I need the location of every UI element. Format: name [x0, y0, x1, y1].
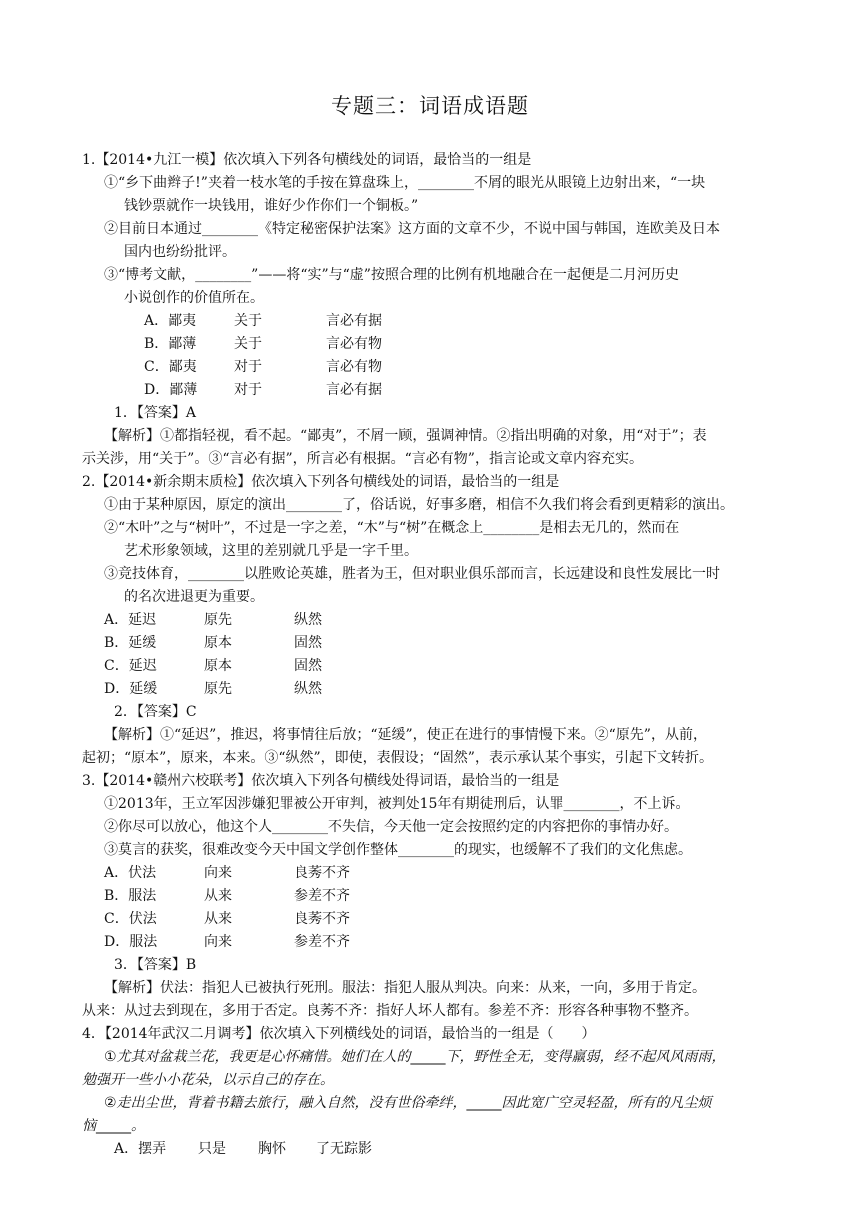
q4-sentence-2b: 恼_____。 — [82, 1118, 145, 1134]
q1-sentence-2b: 国内也纷纷批评。 — [124, 244, 236, 260]
option-word: A．摆弄 — [114, 1141, 167, 1157]
option-word: C．延迟 — [104, 658, 157, 674]
option-word: 关于 — [234, 313, 262, 329]
option-word: 从来 — [204, 911, 232, 927]
option-word: 原先 — [204, 612, 232, 628]
option-word: 良莠不齐 — [294, 911, 350, 927]
option-word: 固然 — [294, 658, 322, 674]
option-word: 对于 — [234, 382, 262, 398]
q2-sentence-3b: 的名次进退更为重要。 — [124, 589, 264, 605]
option-word: 关于 — [234, 336, 262, 352]
page-title: 专题三：词语成语题 — [331, 94, 529, 118]
q3-explanation-1: 【解析】伏法：指犯人已被执行死刑。服法：指犯人服从判决。向来：从来，一向，多用于肯定。 — [104, 980, 706, 996]
option-word: 参差不齐 — [294, 888, 350, 904]
q2-sentence-1: ①由于某种原因，原定的演出________了，俗话说，好事多磨，相信不久我们将会看到更精彩的演出。 — [104, 497, 734, 513]
option-word: 言必有据 — [326, 313, 382, 329]
option-word: 纵然 — [294, 612, 322, 628]
q1-sentence-2a: ②目前日本通过________《特定秘密保护法案》这方面的文章不少，不说中国与韩国，连欧美及日本 — [104, 221, 720, 237]
q4-sentence-1a: ①尤其对盆栽兰花，我更是心怀痛惜。她们在人的_____下，野性全无，变得羸弱，经不起风风雨雨， — [104, 1049, 726, 1065]
q1-explanation-2: 示关涉，用“关于”。③“言必有据”，所言必有根据。“言必有物”，指言论或文章内容充实。 — [82, 451, 643, 467]
q2-sentence-2b: 艺术形象领域，这里的差别就几乎是一字千里。 — [124, 543, 418, 559]
q3-answer: 3．【答案】B — [114, 957, 197, 973]
q3-sentence-2: ②你尽可以放心，他这个人________不失信，今天他一定会按照约定的内容把你的事情办好。 — [104, 819, 678, 835]
option-word: B．鄙薄 — [144, 336, 197, 352]
q4-stem: 4．【2014年武汉二月调考】依次填入下列横线处的词语，最恰当的一组是（ ） — [82, 1026, 596, 1042]
q2-stem: 2.【2014•新余期末质检】依次填入下列各句横线处的词语，最恰当的一组是 — [82, 474, 560, 490]
q2-explanation-2: 起初；“原本”，原来，本来。③“纵然”，即使，表假设；“固然”，表示承认某个事实，引起下文转折。 — [82, 750, 713, 766]
option-word: 了无踪影 — [316, 1141, 372, 1157]
option-word: 向来 — [204, 934, 232, 950]
q1-answer: 1．【答案】A — [114, 405, 197, 421]
option-word: C．鄙夷 — [144, 359, 197, 375]
option-word: 纵然 — [294, 681, 322, 697]
option-word: D．服法 — [104, 934, 158, 950]
q1-sentence-1b: 钱钞票就作一块钱用，谁好少作你们一个铜板。” — [124, 198, 419, 214]
option-word: 参差不齐 — [294, 934, 350, 950]
option-word: 言必有物 — [326, 336, 382, 352]
q1-sentence-1a: ①“乡下曲辫子!”夹着一枝水笔的手按在算盘珠上，________不屑的眼光从眼镜上边射出来，“一块 — [104, 175, 706, 191]
option-word: 言必有物 — [326, 359, 382, 375]
q2-sentence-3a: ③竞技体育，________以胜败论英雄，胜者为王，但对职业俱乐部而言，长远建设和良性发展比一时 — [104, 566, 720, 582]
option-word: 原本 — [204, 635, 232, 651]
option-word: 言必有据 — [326, 382, 382, 398]
option-word: 胸怀 — [258, 1141, 286, 1157]
option-word: B．服法 — [104, 888, 157, 904]
q1-sentence-3b: 小说创作的价值所在。 — [124, 290, 264, 306]
option-word: B．延缓 — [104, 635, 157, 651]
option-word: D．鄙薄 — [144, 382, 198, 398]
q1-sentence-3a: ③“博考文献，________”——将“实”与“虚”按照合理的比例有机地融合在一起便是二月河历史 — [104, 267, 679, 283]
option-word: 向来 — [204, 865, 232, 881]
q4-sentence-2a: ②走出尘世，背着书籍去旅行，融入自然，没有世俗牵绊，_____因此宽广空灵轻盈，所有的凡尘烦 — [104, 1095, 712, 1111]
option-word: A．伏法 — [104, 865, 157, 881]
q1-explanation-1: 【解析】①都指轻视，看不起。“鄙夷”，不屑一顾，强调神情。②指出明确的对象，用“对于”；表 — [104, 428, 707, 444]
option-word: 固然 — [294, 635, 322, 651]
option-word: A．延迟 — [104, 612, 157, 628]
option-word: C．伏法 — [104, 911, 157, 927]
q4-sentence-1b: 勉强开一些小小花朵，以示自己的存在。 — [82, 1072, 334, 1088]
q3-stem: 3.【2014•赣州六校联考】依次填入下列各句横线处得词语，最恰当的一组是 — [82, 773, 560, 789]
q2-answer: 2．【答案】C — [114, 704, 197, 720]
option-word: D．延缓 — [104, 681, 158, 697]
q2-sentence-2a: ②“木叶”之与“树叶”，不过是一字之差，“木”与“树”在概念上________是相去无几的，然而在 — [104, 520, 680, 536]
q3-explanation-2: 从来：从过去到现在，多用于否定。良莠不齐：指好人坏人都有。参差不齐：形容各种事物不整齐。 — [82, 1003, 698, 1019]
option-word: 从来 — [204, 888, 232, 904]
option-word: A．鄙夷 — [144, 313, 197, 329]
option-word: 原先 — [204, 681, 232, 697]
option-word: 对于 — [234, 359, 262, 375]
q3-sentence-1: ①2013年，王立军因涉嫌犯罪被公开审判，被判处15年有期徒刑后，认罪________，不上诉。 — [104, 796, 690, 812]
option-word: 原本 — [204, 658, 232, 674]
option-word: 良莠不齐 — [294, 865, 350, 881]
option-word: 只是 — [198, 1141, 226, 1157]
q3-sentence-3: ③莫言的获奖，很难改变今天中国文学创作整体________的现实，也缓解不了我们的文化焦虑。 — [104, 842, 692, 858]
q2-explanation-1: 【解析】①“延迟”，推迟，将事情往后放；“延缓”，使正在进行的事情慢下来。②“原先”，从前， — [104, 727, 707, 743]
q1-stem: 1.【2014•九江一模】依次填入下列各句横线处的词语，最恰当的一组是 — [82, 152, 532, 168]
